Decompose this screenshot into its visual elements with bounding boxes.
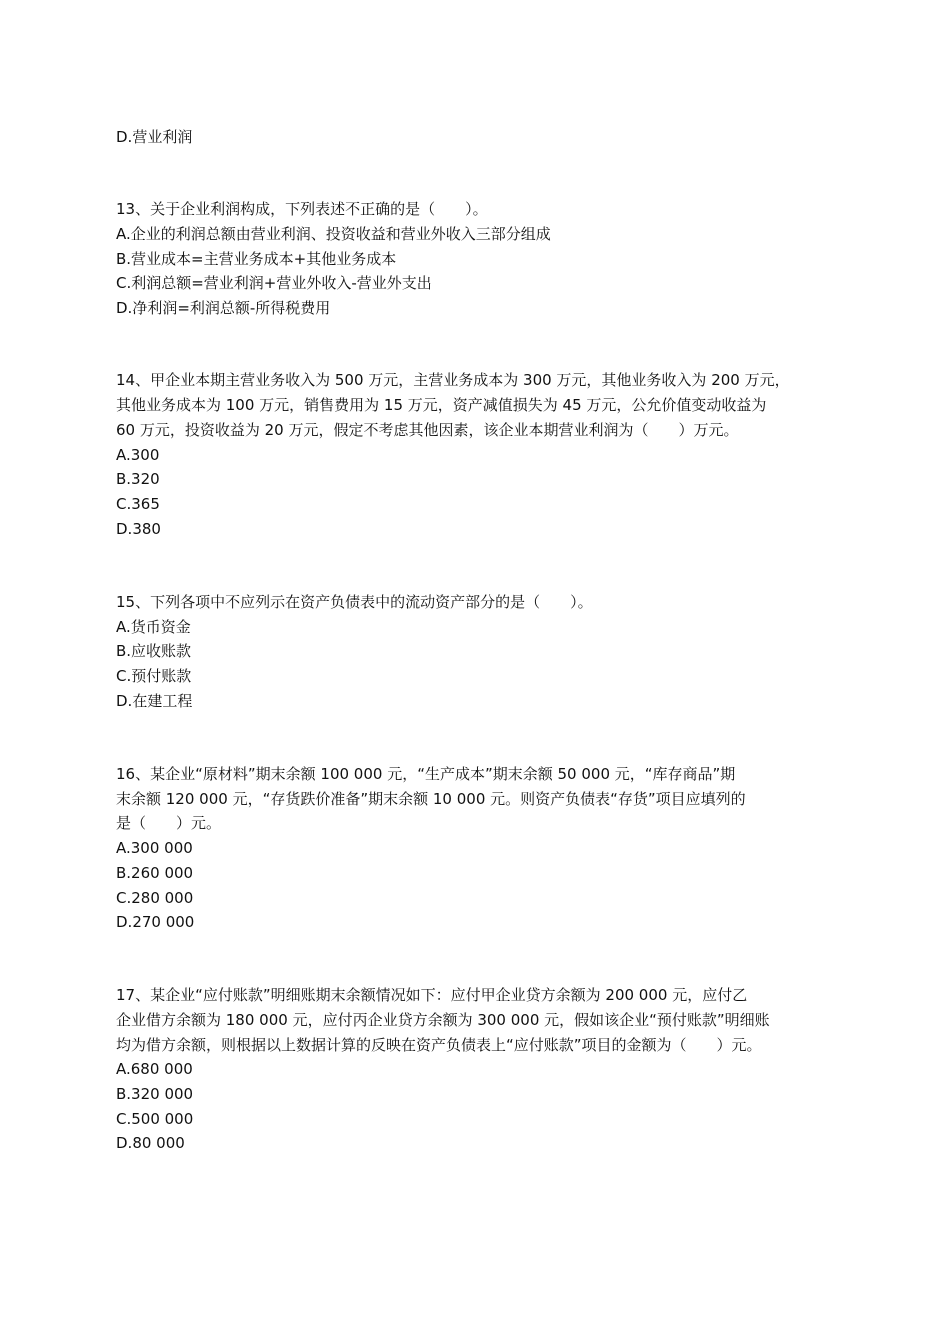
question-17-stem-line-2: 企业借方余额为 180 000 元，应付丙企业贷方余额为 300 000 元，假如该企业“预付账款”明细账 bbox=[116, 1011, 770, 1029]
question-16-stem-line-1: 16、某企业“原材料”期末余额 100 000 元，“生产成本”期末余额 50 000 元，“库存商品”期 bbox=[116, 765, 736, 783]
question-15-option-d: D.在建工程 bbox=[116, 692, 193, 710]
question-16-option-d: D.270 000 bbox=[116, 913, 195, 931]
question-14-stem-line-1: 14、甲企业本期主营业务收入为 500 万元，主营业务成本为 300 万元，其他业务收入为 200 万元， bbox=[116, 371, 790, 389]
question-17-stem-line-3: 均为借方余额，则根据以上数据计算的反映在资产负债表上“应付账款”项目的金额为（ ）元。 bbox=[116, 1036, 762, 1054]
question-13-stem-line-1: 13、关于企业利润构成，下列表述不正确的是（ ）。 bbox=[116, 200, 488, 218]
question-17-stem-line-1: 17、某企业“应付账款”明细账期末余额情况如下：应付甲企业贷方余额为 200 000 元，应付乙 bbox=[116, 986, 748, 1004]
question-16-stem-line-3: 是（ ）元。 bbox=[116, 814, 222, 832]
question-17-option-b: B.320 000 bbox=[116, 1085, 194, 1103]
question-17-option-a: A.680 000 bbox=[116, 1060, 193, 1078]
question-13-option-b: B.营业成本=主营业务成本+其他业务成本 bbox=[116, 250, 397, 268]
question-14-option-c: C.365 bbox=[116, 495, 160, 513]
question-16-stem-line-2: 末余额 120 000 元，“存货跌价准备”期末余额 10 000 元。则资产负债表“存货”项目应填列的 bbox=[116, 790, 746, 808]
question-14-option-a: A.300 bbox=[116, 446, 160, 464]
question-15-option-b: B.应收账款 bbox=[116, 642, 192, 660]
question-14-stem-line-2: 其他业务成本为 100 万元，销售费用为 15 万元，资产减值损失为 45 万元，公允价值变动收益为 bbox=[116, 396, 767, 414]
question-14-stem-line-3: 60 万元，投资收益为 20 万元，假定不考虑其他因素，该企业本期营业利润为（ ）万元。 bbox=[116, 421, 739, 439]
question-17-option-c: C.500 000 bbox=[116, 1110, 194, 1128]
question-15-stem-line-1: 15、下列各项中不应列示在资产负债表中的流动资产部分的是（ ）。 bbox=[116, 593, 593, 611]
question-15-option-a: A.货币资金 bbox=[116, 618, 191, 636]
question-15-option-c: C.预付账款 bbox=[116, 667, 192, 685]
question-16-option-a: A.300 000 bbox=[116, 839, 193, 857]
question-13-option-c: C.利润总额=营业利润+营业外收入-营业外支出 bbox=[116, 274, 432, 292]
previous-question-option-d: D.营业利润 bbox=[116, 128, 193, 146]
question-14-option-d: D.380 bbox=[116, 520, 161, 538]
question-14-option-b: B.320 bbox=[116, 470, 160, 488]
question-17-option-d: D.80 000 bbox=[116, 1134, 185, 1152]
question-16-option-c: C.280 000 bbox=[116, 889, 194, 907]
question-13-option-a: A.企业的利润总额由营业利润、投资收益和营业外收入三部分组成 bbox=[116, 225, 551, 243]
question-13-option-d: D.净利润=利润总额-所得税费用 bbox=[116, 299, 331, 317]
question-16-option-b: B.260 000 bbox=[116, 864, 194, 882]
